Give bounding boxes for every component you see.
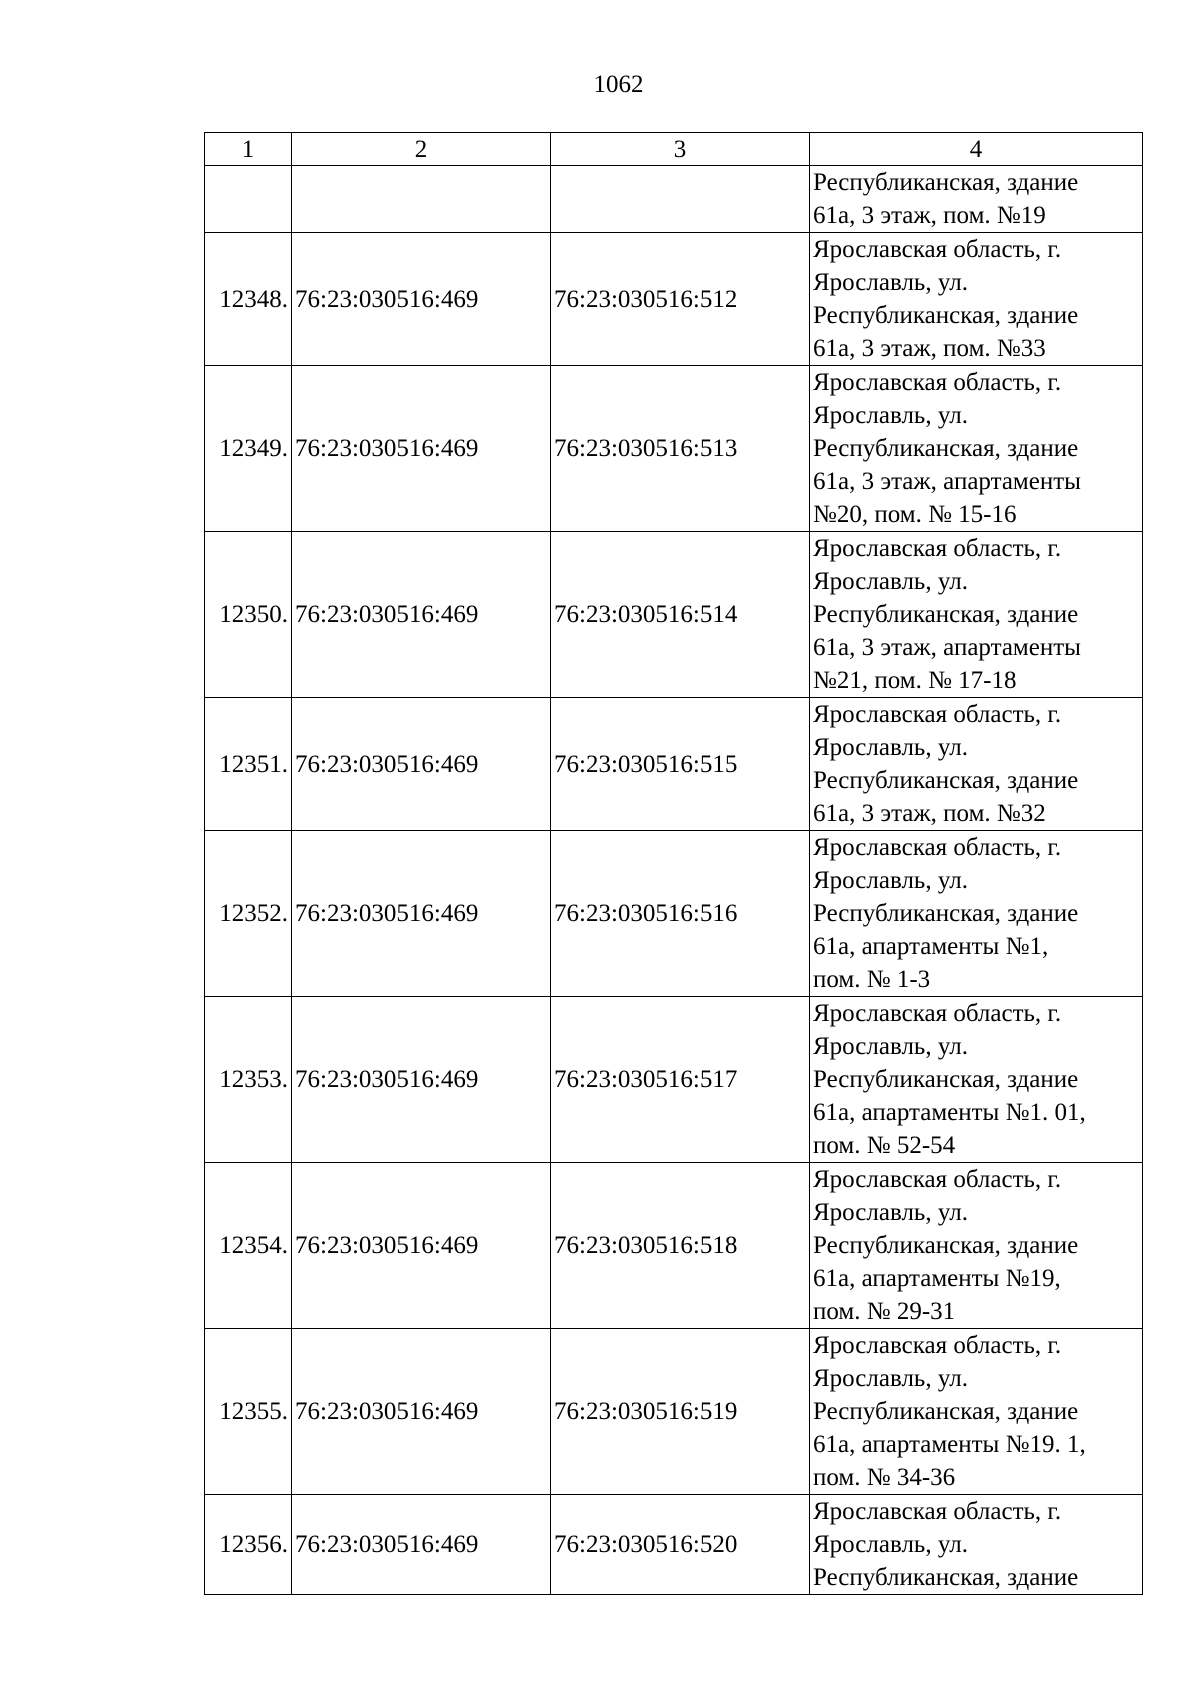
row-number-cell: 12350. [205, 532, 292, 698]
table-row [205, 532, 1143, 698]
row-number-cell [205, 166, 292, 233]
row-number-cell: 12353. [205, 997, 292, 1163]
row-number-cell: 12352. [205, 831, 292, 997]
table-row [205, 1329, 1143, 1495]
object-cadastral-number-cell [551, 166, 810, 233]
object-cadastral-number-cell: 76:23:030516:512 [551, 233, 810, 366]
address-cell: Ярославская область, г. Ярославль, ул. Республиканская, здание 61а, апартаменты №1, пом. № 1-3 [810, 831, 1143, 997]
object-cadastral-number-cell: 76:23:030516:513 [551, 366, 810, 532]
object-cadastral-number-cell: 76:23:030516:516 [551, 831, 810, 997]
object-cadastral-number-cell: 76:23:030516:515 [551, 698, 810, 831]
column-header-4: 4 [810, 133, 1143, 166]
cadastral-number-cell: 76:23:030516:469 [292, 366, 551, 532]
row-number-cell: 12348. [205, 233, 292, 366]
header-row [205, 133, 1143, 166]
row-number-cell: 12351. [205, 698, 292, 831]
cadastral-number-cell: 76:23:030516:469 [292, 831, 551, 997]
column-header-2: 2 [292, 133, 551, 166]
table-row [205, 233, 1143, 366]
address-cell: Ярославская область, г. Ярославль, ул. Республиканская, здание 61а, 3 этаж, апартаменты №20, пом. № 15-16 [810, 366, 1143, 532]
address-cell: Ярославская область, г. Ярославль, ул. Республиканская, здание 61а, апартаменты №1. 01, пом. № 52-54 [810, 997, 1143, 1163]
address-cell: Ярославская область, г. Ярославль, ул. Республиканская, здание [810, 1495, 1143, 1595]
cadastral-number-cell: 76:23:030516:469 [292, 1329, 551, 1495]
address-cell: Ярославская область, г. Ярославль, ул. Республиканская, здание 61а, апартаменты №19. 1, пом. № 34-36 [810, 1329, 1143, 1495]
object-cadastral-number-cell: 76:23:030516:519 [551, 1329, 810, 1495]
row-number-cell: 12349. [205, 366, 292, 532]
cadastral-number-cell: 76:23:030516:469 [292, 1163, 551, 1329]
address-cell: Ярославская область, г. Ярославль, ул. Республиканская, здание 61а, 3 этаж, апартаменты №21, пом. № 17-18 [810, 532, 1143, 698]
table-row [205, 831, 1143, 997]
cadastral-number-cell: 76:23:030516:469 [292, 1495, 551, 1595]
object-cadastral-number-cell: 76:23:030516:518 [551, 1163, 810, 1329]
table-row [205, 366, 1143, 532]
row-number-cell: 12354. [205, 1163, 292, 1329]
column-header-1: 1 [205, 133, 292, 166]
cadastral-number-cell: 76:23:030516:469 [292, 532, 551, 698]
cadastral-number-cell [292, 166, 551, 233]
table-row [205, 698, 1143, 831]
table-row [205, 1495, 1143, 1595]
row-number-cell: 12356. [205, 1495, 292, 1595]
address-cell: Ярославская область, г. Ярославль, ул. Республиканская, здание 61а, 3 этаж, пом. №33 [810, 233, 1143, 366]
object-cadastral-number-cell: 76:23:030516:514 [551, 532, 810, 698]
cadastral-number-cell: 76:23:030516:469 [292, 997, 551, 1163]
column-header-3: 3 [551, 133, 810, 166]
address-cell: Республиканская, здание 61а, 3 этаж, пом. №19 [810, 166, 1143, 233]
cadastral-number-cell: 76:23:030516:469 [292, 698, 551, 831]
page-number: 1062 [593, 71, 644, 98]
table-row [205, 997, 1143, 1163]
address-cell: Ярославская область, г. Ярославль, ул. Республиканская, здание 61а, 3 этаж, пом. №32 [810, 698, 1143, 831]
registry-table [204, 132, 1143, 1595]
address-cell: Ярославская область, г. Ярославль, ул. Республиканская, здание 61а, апартаменты №19, пом. № 29-31 [810, 1163, 1143, 1329]
table-row [205, 1163, 1143, 1329]
row-number-cell: 12355. [205, 1329, 292, 1495]
object-cadastral-number-cell: 76:23:030516:517 [551, 997, 810, 1163]
table-row-continued [205, 166, 1143, 233]
cadastral-number-cell: 76:23:030516:469 [292, 233, 551, 366]
object-cadastral-number-cell: 76:23:030516:520 [551, 1495, 810, 1595]
